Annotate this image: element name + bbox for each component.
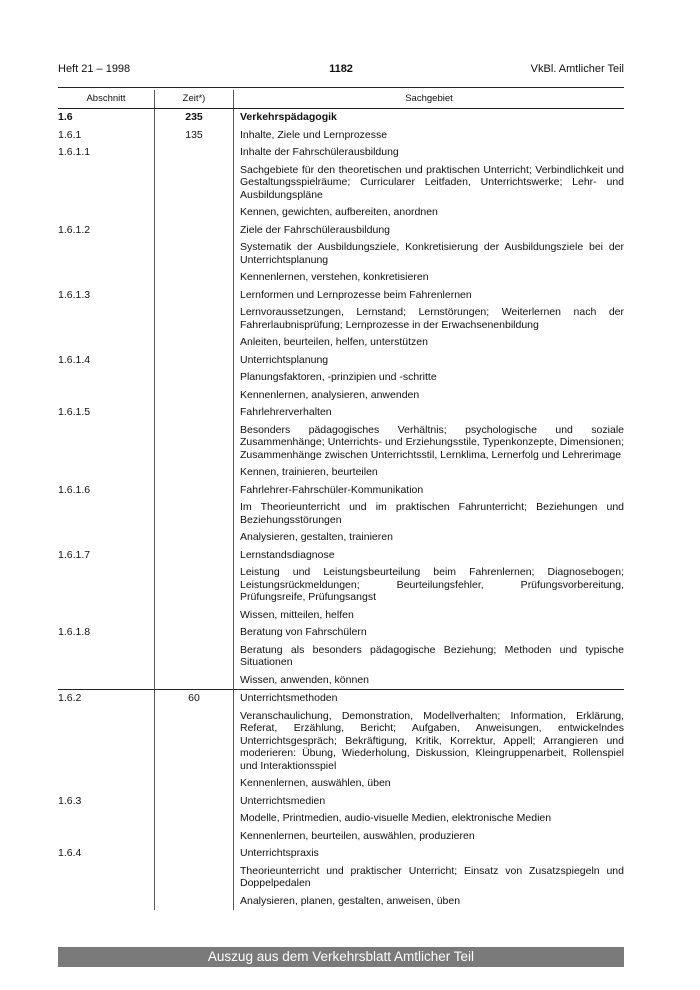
subject-cell: Anleiten, beurteilen, helfen, unterstützen [240,336,428,348]
subject-cell: Veranschaulichung, Demonstration, Modellverhalten; Information, Erklärung, Referat, Erzählung, Bericht; Aufgaben, Anweisungen, entwickelndes Unterrichtsgespräch; Bekräftigung, Kritik, Korrektur, Appell; Arrangieren und moderieren: Übung, Wiederholung, Diskussion, Kleingruppenarbeit, Rollenspiel und Interaktionsspiel [240,709,624,772]
section-number-cell: 1.6.1.1 [58,144,155,162]
subject-cell: Systematik der Ausbildungsziele, Konkretisierung der Ausbildungsziele bei der Unterrichtsplanung [240,241,624,266]
section-number-cell [58,304,155,334]
subject-cell: Unterrichtspraxis [240,847,319,859]
table-row [58,499,624,529]
curriculum-table [58,90,624,910]
section-number-cell [58,642,155,672]
subject-cell: Analysieren, planen, gestalten, anweisen, üben [240,894,461,907]
subject-cell: Analysieren, gestalten, trainieren [240,531,393,543]
time-cell [155,845,234,863]
table-row [58,109,624,127]
table-row [58,863,624,893]
column-header-zeit: Zeit*) [155,90,234,109]
subject-cell: Lernstandsdiagnose [240,548,335,561]
subject-cell: Inhalte der Fahrschülerausbildung [240,146,399,158]
table-row [58,387,624,405]
time-cell [155,204,234,222]
subject-cell: Wissen, anwenden, können [240,673,369,686]
table-row [58,828,624,846]
subject-cell: Inhalte, Ziele und Lernprozesse [240,128,388,141]
section-number-cell: 1.6.1.6 [58,482,155,500]
subject-cell: Kennenlernen, auswählen, üben [240,777,391,789]
table-row [58,845,624,863]
subject-cell: Ziele der Fahrschülerausbildung [240,223,390,236]
time-cell [155,863,234,893]
page-header [58,63,624,79]
table-row [58,672,624,690]
time-cell [155,304,234,334]
time-cell [155,893,234,911]
table-row [58,775,624,793]
section-number-cell [58,387,155,405]
subject-cell: Besonders pädagogisches Verhältnis; psychologische und soziale Zusammenhänge; Unterrichts- und Erziehungsstile, Typenkonzepte, Dimensionen; Zusammenhänge zwischen Unterrichtsstil, Lernklima, Lernerfolg und Lehrerimage [240,423,624,461]
table-row [58,304,624,334]
time-cell [155,162,234,205]
section-number-cell: 1.6 [58,109,155,127]
time-cell [155,422,234,465]
time-cell [155,828,234,846]
subject-cell: Unterrichtsmethoden [234,690,625,708]
time-cell [155,287,234,305]
table-row [58,222,624,240]
subject-cell: Theorieunterricht und praktischer Unterricht; Einsatz von Zusatzspiegeln und Doppelpedalen [240,864,624,889]
table-row [58,690,624,708]
time-cell [155,793,234,811]
section-number-cell: 1.6.1.5 [58,404,155,422]
table-row [58,287,624,305]
footer-banner: Auszug aus dem Verkehrsblatt Amtlicher Teil [58,947,624,967]
section-number-cell: 1.6.1.7 [58,547,155,565]
table-row [58,127,624,145]
table-row [58,793,624,811]
time-cell: 235 [155,109,234,127]
time-cell [155,222,234,240]
subject-cell: Modelle, Printmedien, audio-visuelle Medien, elektronische Medien [240,812,552,824]
column-header-sachgebiet: Sachgebiet [234,90,625,109]
subject-cell: Fahrlehrerverhalten [240,406,332,418]
subject-cell: Planungsfaktoren, -prinzipien und -schritte [240,371,437,383]
time-cell [155,775,234,793]
section-number-cell [58,334,155,352]
section-number-cell [58,369,155,387]
table-row [58,482,624,500]
table-row [58,352,624,370]
subject-cell: Kennenlernen, verstehen, konkretisieren [240,271,429,283]
table-row [58,369,624,387]
subject-cell: Kennenlernen, beurteilen, auswählen, produzieren [240,829,475,842]
time-cell [155,269,234,287]
section-number-cell: 1.6.1.4 [58,352,155,370]
table-header-row [58,90,624,109]
table-row [58,162,624,205]
section-number-cell [58,607,155,625]
table-row [58,422,624,465]
section-number-cell [58,422,155,465]
time-cell [155,482,234,500]
section-number-cell [58,239,155,269]
section-number-cell: 1.6.3 [58,793,155,811]
subject-cell: Verkehrspädagogik [240,111,337,123]
table-row [58,144,624,162]
time-cell [155,529,234,547]
time-cell [155,369,234,387]
time-cell [155,334,234,352]
section-number-cell: 1.6.1.2 [58,222,155,240]
time-cell: 60 [155,690,234,708]
section-number-cell [58,464,155,482]
subject-cell: Sachgebiete für den theoretischen und praktischen Unterricht; Verbindlichkeit und Gestaltungsspielräume; Curricularer Leitfaden, Unterrichtswerke; Lehr- und Ausbildungspläne [240,163,624,201]
section-number-cell: 1.6.1.3 [58,287,155,305]
section-number-cell [58,672,155,690]
subject-cell: Unterrichtsplanung [240,353,329,366]
section-number-cell [58,529,155,547]
table-row [58,642,624,672]
column-header-abschnitt: Abschnitt [58,90,155,109]
subject-cell: Kennen, gewichten, aufbereiten, anordnen [240,206,438,218]
section-number-cell [58,162,155,205]
table-row [58,607,624,625]
table-row [58,564,624,607]
publication-label: VkBl. Amtlicher Teil [530,63,624,75]
section-number-cell [58,828,155,846]
subject-cell: Lernformen und Lernprozesse beim Fahrenlernen [240,288,472,301]
time-cell [155,624,234,642]
table-row [58,810,624,828]
time-cell [155,607,234,625]
section-number-cell: 1.6.2 [58,690,155,708]
table-row [58,708,624,776]
subject-cell: Im Theorieunterricht und im praktischen Fahrunterricht; Beziehungen und Beziehungsstörungen [240,501,624,526]
section-number-cell [58,810,155,828]
time-cell: 135 [155,127,234,145]
section-number-cell [58,863,155,893]
table-row [58,464,624,482]
time-cell [155,144,234,162]
table-row [58,893,624,911]
table-row [58,547,624,565]
section-number-cell: 1.6.1.8 [58,624,155,642]
time-cell [155,564,234,607]
time-cell [155,404,234,422]
time-cell [155,499,234,529]
time-cell [155,642,234,672]
subject-cell: Kennenlernen, analysieren, anwenden [240,388,420,401]
page-number: 1182 [329,63,353,75]
subject-cell: Beratung von Fahrschülern [240,626,367,638]
subject-cell: Beratung als besonders pädagogische Beziehung; Methoden und typische Situationen [240,643,624,668]
table-row [58,624,624,642]
table-row [58,269,624,287]
header-rule [58,87,624,88]
time-cell [155,239,234,269]
table-row [58,204,624,222]
table-row [58,239,624,269]
time-cell [155,464,234,482]
time-cell [155,352,234,370]
time-cell [155,547,234,565]
subject-cell: Kennen, trainieren, beurteilen [240,466,378,478]
section-number-cell: 1.6.1 [58,127,155,145]
section-number-cell [58,564,155,607]
section-number-cell [58,775,155,793]
time-cell [155,810,234,828]
section-number-cell [58,204,155,222]
table-row [58,529,624,547]
subject-cell: Leistung und Leistungsbeurteilung beim Fahrenlernen; Diagnosebogen; Leistungsrückmeldungen; Beurteilungsfehler, Prüfungsvorbereitung, Prüfungsreife, Prüfungsangst [240,566,624,603]
table-body [58,109,624,911]
time-cell [155,672,234,690]
table-row [58,334,624,352]
subject-cell: Wissen, mitteilen, helfen [240,608,354,621]
subject-cell: Fahrlehrer-Fahrschüler-Kommunikation [240,483,424,496]
section-number-cell [58,499,155,529]
time-cell [155,387,234,405]
time-cell [155,708,234,776]
issue-label: Heft 21 – 1998 [58,63,131,75]
section-number-cell [58,269,155,287]
table-row [58,404,624,422]
section-number-cell [58,708,155,776]
section-number-cell: 1.6.4 [58,845,155,863]
section-number-cell [58,893,155,911]
subject-cell: Unterrichtsmedien [240,794,326,807]
subject-cell: Lernvoraussetzungen, Lernstand; Lernstörungen; Weiterlernen nach der Fahrerlaubnisprüfung; Lernprozesse in der Erwachsenenbildung [240,306,624,331]
